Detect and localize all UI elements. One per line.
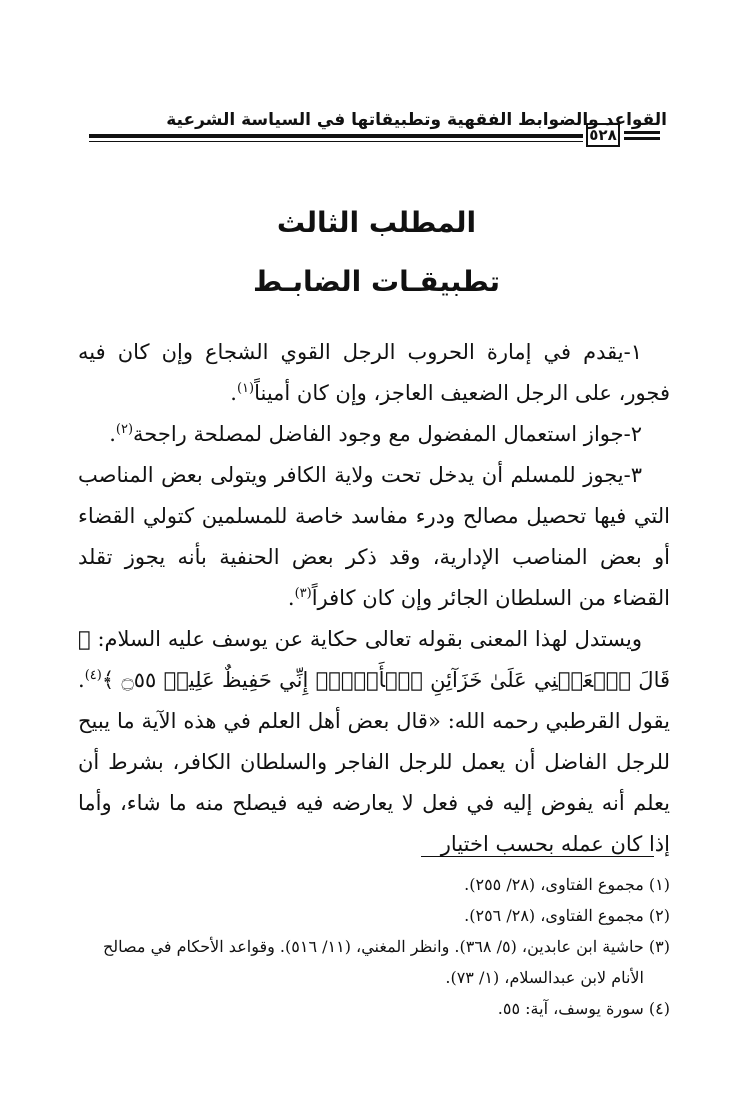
paragraph-1 [78, 332, 670, 414]
paragraph-4-text: . يقول القرطبي رحمه الله: «قال بعض أهل العلم في هذه الآية ما يبيح للرجل الفاضل أن يعمل للرجل الفاجر والسلطان الكافر، بشرط أن يعلم أنه يفوض إليه في فعل لا يعارضه فيه فيصلح منه ما شاء، وأما إذا كان عمله بحسب اختيار [78, 668, 670, 856]
footnote-ref-2: (٢) [115, 422, 134, 437]
footnote-ref-1: (١) [236, 381, 255, 396]
quran-verse: ﴿ قَالَ ٱجۡعَلۡنِي عَلَىٰ خَزَآئِنِ ٱلۡأَرۡضِۖ إِنِّي حَفِيظٌ عَلِيمٞ ۝٥٥ ﴾ [78, 627, 671, 692]
paragraph-3 [78, 455, 670, 619]
paragraph-4 [78, 619, 670, 865]
paragraph-4-intro: ويستدل لهذا المعنى بقوله تعالى حكاية عن يوسف عليه السلام: [97, 627, 642, 651]
header-rule-thick [89, 134, 583, 138]
footnote-separator [421, 856, 654, 857]
paragraph-1-end: . [230, 381, 237, 405]
running-header-title: القواعد والضوابط الفقهية وتطبيقاتها في السياسة الشرعية [166, 110, 667, 130]
footnote-2: (٢) مجموع الفتاوى، (٢٨/ ٢٥٦). [464, 906, 670, 925]
footnote-1: (١) مجموع الفتاوى، (٢٨/ ٢٥٥). [464, 875, 670, 894]
paragraph-2 [78, 414, 670, 455]
page-number: ٥٢٨ [586, 123, 620, 147]
body-text [78, 332, 670, 865]
footnote-ref-3: (٣) [294, 586, 312, 601]
footnote-3-continued: الأنام لابن عبدالسلام، (١/ ٧٣). [445, 968, 644, 987]
section-heading: المطلب الثالث [276, 206, 477, 239]
footnote-3: (٣) حاشية ابن عابدين، (٥/ ٣٦٨). وانظر المغني، (١١/ ٥١٦). وقواعد الأحكام في مصالح [102, 937, 670, 956]
paragraph-3-text: ٣-يجوز للمسلم أن يدخل تحت ولاية الكافر ويتولى بعض المناصب التي فيها تحصيل مصالح ودرء مفاسد خاصة للمسلمين كتولي القضاء أو بعض المناصب الإدارية، وقد ذكر بعض الحنفية بأنه يجوز تقلد القضاء من السلطان الجائر وإن كان كافراً [78, 463, 670, 610]
paragraph-2-text: ٢-جواز استعمال المفضول مع وجود الفاضل لمصلحة راجحة [133, 422, 642, 446]
paragraph-1-text: ١-يقدم في إمارة الحروب الرجل القوي الشجاع وإن كان فيه فجور، على الرجل الضعيف العاجز، وإن كان أميناً [78, 340, 670, 405]
header-ornament [624, 131, 660, 143]
footnote-ref-4: (٤) [84, 668, 102, 683]
footnote-4: (٤) سورة يوسف، آية: ٥٥. [497, 999, 670, 1018]
paragraph-3-end: . [287, 586, 295, 610]
footnotes [78, 869, 670, 1024]
section-subtitle: تطبيقـات الضابـط [252, 265, 501, 298]
header-rule-thin [89, 141, 583, 142]
paragraph-2-end: . [109, 422, 116, 446]
